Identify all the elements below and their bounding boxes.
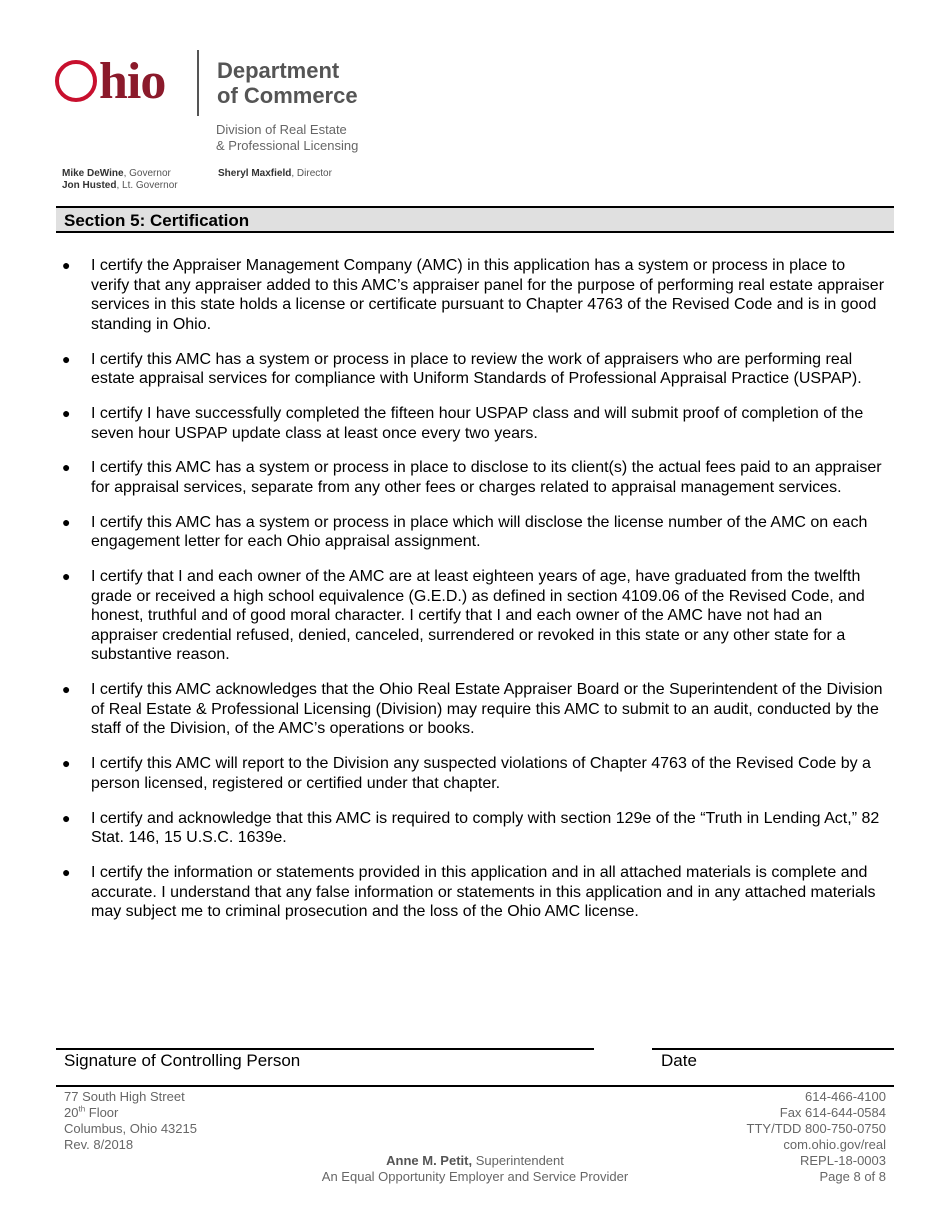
director-name: Sheryl Maxfield — [218, 168, 292, 179]
certification-item — [62, 404, 887, 443]
fax-number: Fax 614-644-0584 — [779, 1105, 886, 1120]
certification-item — [62, 513, 887, 552]
director-title: , Director — [291, 168, 332, 179]
ohio-logo-word — [55, 52, 165, 112]
superintendent — [275, 1153, 675, 1169]
governor-name: Mike DeWine — [62, 168, 124, 179]
address-line-3: Columbus, Ohio 43215 — [64, 1121, 197, 1136]
certification-text: I certify this AMC has a system or process in place which will disclose the license number of the AMC on each engagement letter for each Ohio appraisal assignment. — [91, 513, 868, 551]
bullet: ● — [62, 404, 71, 421]
governor-title: , Governor — [123, 168, 171, 179]
bullet: ● — [62, 459, 71, 476]
date-label: Date — [661, 1051, 697, 1070]
form-number: REPL-18-0003 — [800, 1153, 886, 1168]
director — [218, 168, 332, 180]
bullet: ● — [62, 681, 71, 698]
certification-item — [62, 256, 887, 334]
division-line-2: & Professional Licensing — [216, 138, 359, 153]
department-line-2: of Commerce — [217, 83, 358, 108]
footer-divider — [56, 1085, 894, 1087]
bullet: ● — [62, 350, 71, 367]
floor-word: Floor — [85, 1105, 119, 1120]
certification-text: I certify and acknowledge that this AMC is required to comply with section 129e of the “Truth in Lending Act,” 82 Stat. 146, 15 U.S.C. 1639e. — [91, 809, 880, 847]
certification-text: I certify this AMC will report to the Division any suspected violations of Chapter 4763 of the Revised Code by a person licensed, registered or certified under that chapter. — [91, 755, 871, 792]
certification-text: I certify that I and each owner of the AMC are at least eighteen years of age, have graduated from the twelfth grade or received a high school equivalence (G.E.D.) as defined in section 4109.06 of the Revised Code, and honest, truthful and of good moral character. I certify that I and each owner of the AMC have not had an appraiser credential refused, denied, canceled, surrendered or revoked in this state or any other state for a substantive reason. — [91, 568, 865, 664]
phone-number: 614-466-4100 — [805, 1089, 886, 1104]
certification-text: I certify this AMC has a system or process in place to disclose to its client(s) the actual fees paid to an appraiser for appraisal services, separate from any other fees or charges related to appraisal management services. — [91, 459, 882, 496]
section-title: Section 5: Certification — [64, 211, 250, 230]
department-line-1: Department — [217, 58, 340, 83]
certification-text: I certify I have successfully completed the fifteen hour USPAP class and will submit proof of completion of the seven hour USPAP update class at least once every two years. — [91, 404, 864, 442]
revision-date: Rev. 8/2018 — [64, 1137, 134, 1152]
certification-text: I certify the information or statements provided in this application and in all attached materials is complete and accurate. I understand that any false information or statements in this application and in any attached materials may subject me to criminal prosecution and the loss of the Ohio AMC license. — [91, 863, 876, 921]
superintendent-title: Superintendent — [472, 1153, 564, 1168]
date-line[interactable] — [652, 1048, 894, 1050]
ohio-logo-o-ring — [55, 60, 97, 102]
bullet: ● — [62, 513, 71, 530]
tty-number: TTY/TDD 800-750-0750 — [746, 1121, 886, 1136]
certification-text: I certify the Appraiser Management Company (AMC) in this application has a system or process in place to verify that any appraiser added to this AMC’s appraiser panel for the purpose of performing real estate appraiser services in this state holds a license or certificate pursuant to Chapter 4763 of the Revised Code and is in good standing in Ohio. — [91, 257, 885, 333]
certification-item — [62, 680, 887, 739]
address-line-1: 77 South High Street — [64, 1089, 185, 1104]
certification-item — [62, 754, 887, 793]
bullet: ● — [62, 568, 71, 585]
section-header — [56, 206, 894, 233]
lt-governor-name: Jon Husted — [62, 180, 117, 191]
ohio-logo-rest: hio — [99, 53, 166, 110]
certification-text: I certify this AMC acknowledges that the Ohio Real Estate Appraiser Board or the Superintendent of the Division of Real Estate & Professional Licensing (Division) may require this AMC to submit to an audit, conducted by the staff of the Division, of the AMC’s operations or books. — [91, 681, 883, 738]
certification-list — [62, 256, 887, 937]
division-line-1: Division of Real Estate — [216, 122, 347, 137]
certification-item — [62, 350, 887, 389]
certification-item — [62, 458, 887, 497]
signature-line[interactable] — [56, 1048, 594, 1050]
certification-text: I certify this AMC has a system or process in place to review the work of appraisers who are performing real estate appraisal services for compliance with Uniform Standards of Professional Appraisal Practice (USPAP). — [91, 350, 862, 388]
governor — [62, 168, 171, 180]
signature-label: Signature of Controlling Person — [64, 1051, 301, 1070]
lt-governor — [62, 180, 178, 192]
floor-suffix: th — [78, 1104, 86, 1114]
footer-address — [64, 1089, 197, 1153]
equal-opportunity-statement: An Equal Opportunity Employer and Service Provider — [321, 1169, 629, 1184]
lt-governor-title: , Lt. Governor — [116, 180, 178, 191]
floor-number: 20 — [64, 1105, 79, 1120]
bullet: ● — [62, 755, 71, 772]
logo-divider — [197, 50, 199, 116]
bullet: ● — [62, 863, 71, 880]
website-link[interactable]: com.ohio.gov/real — [783, 1137, 886, 1152]
certification-item — [62, 809, 887, 848]
page-number: Page 8 of 8 — [819, 1169, 886, 1184]
certification-item — [62, 567, 887, 665]
footer-contact — [747, 1089, 886, 1185]
bullet: ● — [62, 257, 71, 273]
address-line-2 — [64, 1105, 197, 1121]
bullet: ● — [62, 809, 71, 826]
certification-item — [62, 863, 887, 922]
superintendent-name: Anne M. Petit, — [386, 1153, 473, 1168]
footer-center — [275, 1153, 675, 1185]
